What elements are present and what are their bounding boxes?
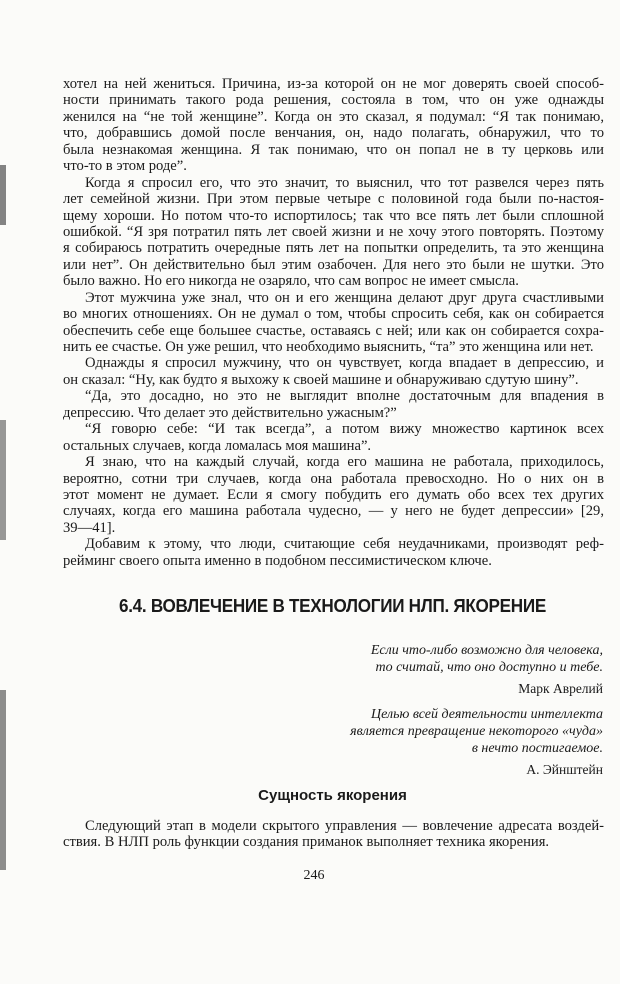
paragraph <box>63 454 604 536</box>
text-line: Этот мужчина уже знал, что он и его женщина делают друг друга счастливыми <box>85 289 604 306</box>
text-line: я собираюсь потратить очередные пять лет на попытки определить, та это женщина <box>63 240 604 257</box>
epigraph-author: А. Эйнштейн <box>526 762 603 777</box>
body-text <box>63 76 604 569</box>
text-line: Добавим к этому, что люди, считающие себя неудачниками, производят реф- <box>85 536 604 553</box>
text-line: нить ее счастье. Он уже решил, что необходимо выяснить, “та” это женщина или нет. <box>63 339 594 355</box>
text-line: или нет”. Он действительно был этим озабочен. Для него это были не шутки. Это <box>63 256 604 273</box>
text-line: рейминг своего опыта именно в подобном пессимистическом ключе. <box>63 552 492 569</box>
text-line: он сказал: “Ну, как будто я выхожу к своей машине и обнаруживаю сдутую шину”. <box>63 371 579 388</box>
scan-edge-mark <box>0 690 6 870</box>
subheading: Сущность якорения <box>258 787 407 804</box>
text-line: остальных случаев, когда ломалась моя машина”. <box>63 437 372 454</box>
text-line: Следующий этап в модели скрытого управления — вовлечение адресата воздей- <box>85 818 604 834</box>
paragraph <box>63 355 604 388</box>
epigraph <box>350 706 603 778</box>
text-line: была незнакомая женщина. Я так понимаю, что он попал не в ту церковь или <box>63 141 604 158</box>
epigraph-quote-line: в нечто постигаемое. <box>471 741 603 756</box>
text-line: хотел на ней жениться. Причина, из-за которой он не мог доверять своей способ- <box>63 76 604 92</box>
text-line: во многих отношениях. Он не думал о том, чтобы спросить себя, как он собирается <box>63 306 604 323</box>
text-line: “Я говорю себе: “И так всегда”, а потом вижу множество картинок всех <box>85 421 604 438</box>
epigraph-quote-line: то считай, что оно доступно и тебе. <box>375 660 603 675</box>
text-line: ошибкой. “Я зря потратил пять лет своей жизни и не хочу этого повторять. Поэтому <box>63 223 604 240</box>
text-line: случаях, когда его машина работала чудесно, — у него не будет депрессии» [29, <box>63 503 604 520</box>
epigraph-quote-line: Целью всей деятельности интеллекта <box>371 707 603 722</box>
text-line: этот момент не думает. Если я смогу побудить его думать обо всех тех других <box>63 486 604 503</box>
text-line: “Да, это досадно, но это не выглядит вполне достаточным для впадения в <box>85 388 604 405</box>
text-line: Однажды я спросил мужчину, что он чувствует, когда впадает в депрессию, и <box>85 355 604 372</box>
text-line: женился на “не той женщине”. Когда он это сказал, я подумал: “Я так понимаю, <box>63 108 604 125</box>
epigraph-author: Марк Аврелий <box>518 681 603 696</box>
paragraph <box>63 76 604 175</box>
paragraph <box>63 421 604 454</box>
text-line: Я знаю, что на каждый случай, когда его машина не работала, приходилось, <box>85 454 604 471</box>
paragraph <box>63 175 604 290</box>
text-line: щему хороши. Но потом что-то испортилось; так что все пять лет были сплошной <box>63 207 604 224</box>
scan-edge-mark <box>0 165 6 225</box>
epigraph-quote-line: Если что-либо возможно для человека, <box>370 643 603 658</box>
text-line: было важно. Но его никогда не озаряло, что сам вопрос не имеет смысла. <box>63 273 519 290</box>
text-line: что, добравшись домой после венчания, он, надо полагать, обнаружил, что то <box>63 125 604 142</box>
text-line: ствия. В НЛП роль функции создания приманок выполняет техника якорения. <box>63 834 550 851</box>
paragraph <box>63 290 604 356</box>
paragraph <box>63 536 604 569</box>
text-line: 39—41]. <box>63 519 116 536</box>
paragraph <box>63 388 604 421</box>
text-line: депрессию. Что делает это действительно ужасным?” <box>63 404 397 421</box>
section-heading: 6.4. ВОВЛЕЧЕНИЕ В ТЕХНОЛОГИИ НЛП. ЯКОРЕНИЕ <box>118 596 546 616</box>
text-line: что-то в этом роде”. <box>63 158 187 175</box>
page-number: 246 <box>303 868 325 883</box>
text-line: ности принимать такого рода решения, состояла в том, что он уже однажды <box>63 92 604 109</box>
intro-paragraph <box>63 818 604 851</box>
text-line: обеспечить себе еще большее счастье, оставаясь с ней; или как он собирается сохра- <box>63 322 604 339</box>
epigraph-quote-line: является превращение некоторого «чуда» <box>350 724 603 739</box>
scan-edge-mark <box>0 420 6 540</box>
epigraph <box>371 642 603 697</box>
text-line: вероятно, сотни три случаев, когда она работала превосходно. Но о них он в <box>63 470 604 487</box>
text-line: лет семейной жизни. При этом первые четыре с половиной года были по-настоя- <box>63 191 604 208</box>
text-line: Когда я спросил его, что это значит, то выяснил, что тот развелся через пять <box>85 174 604 191</box>
